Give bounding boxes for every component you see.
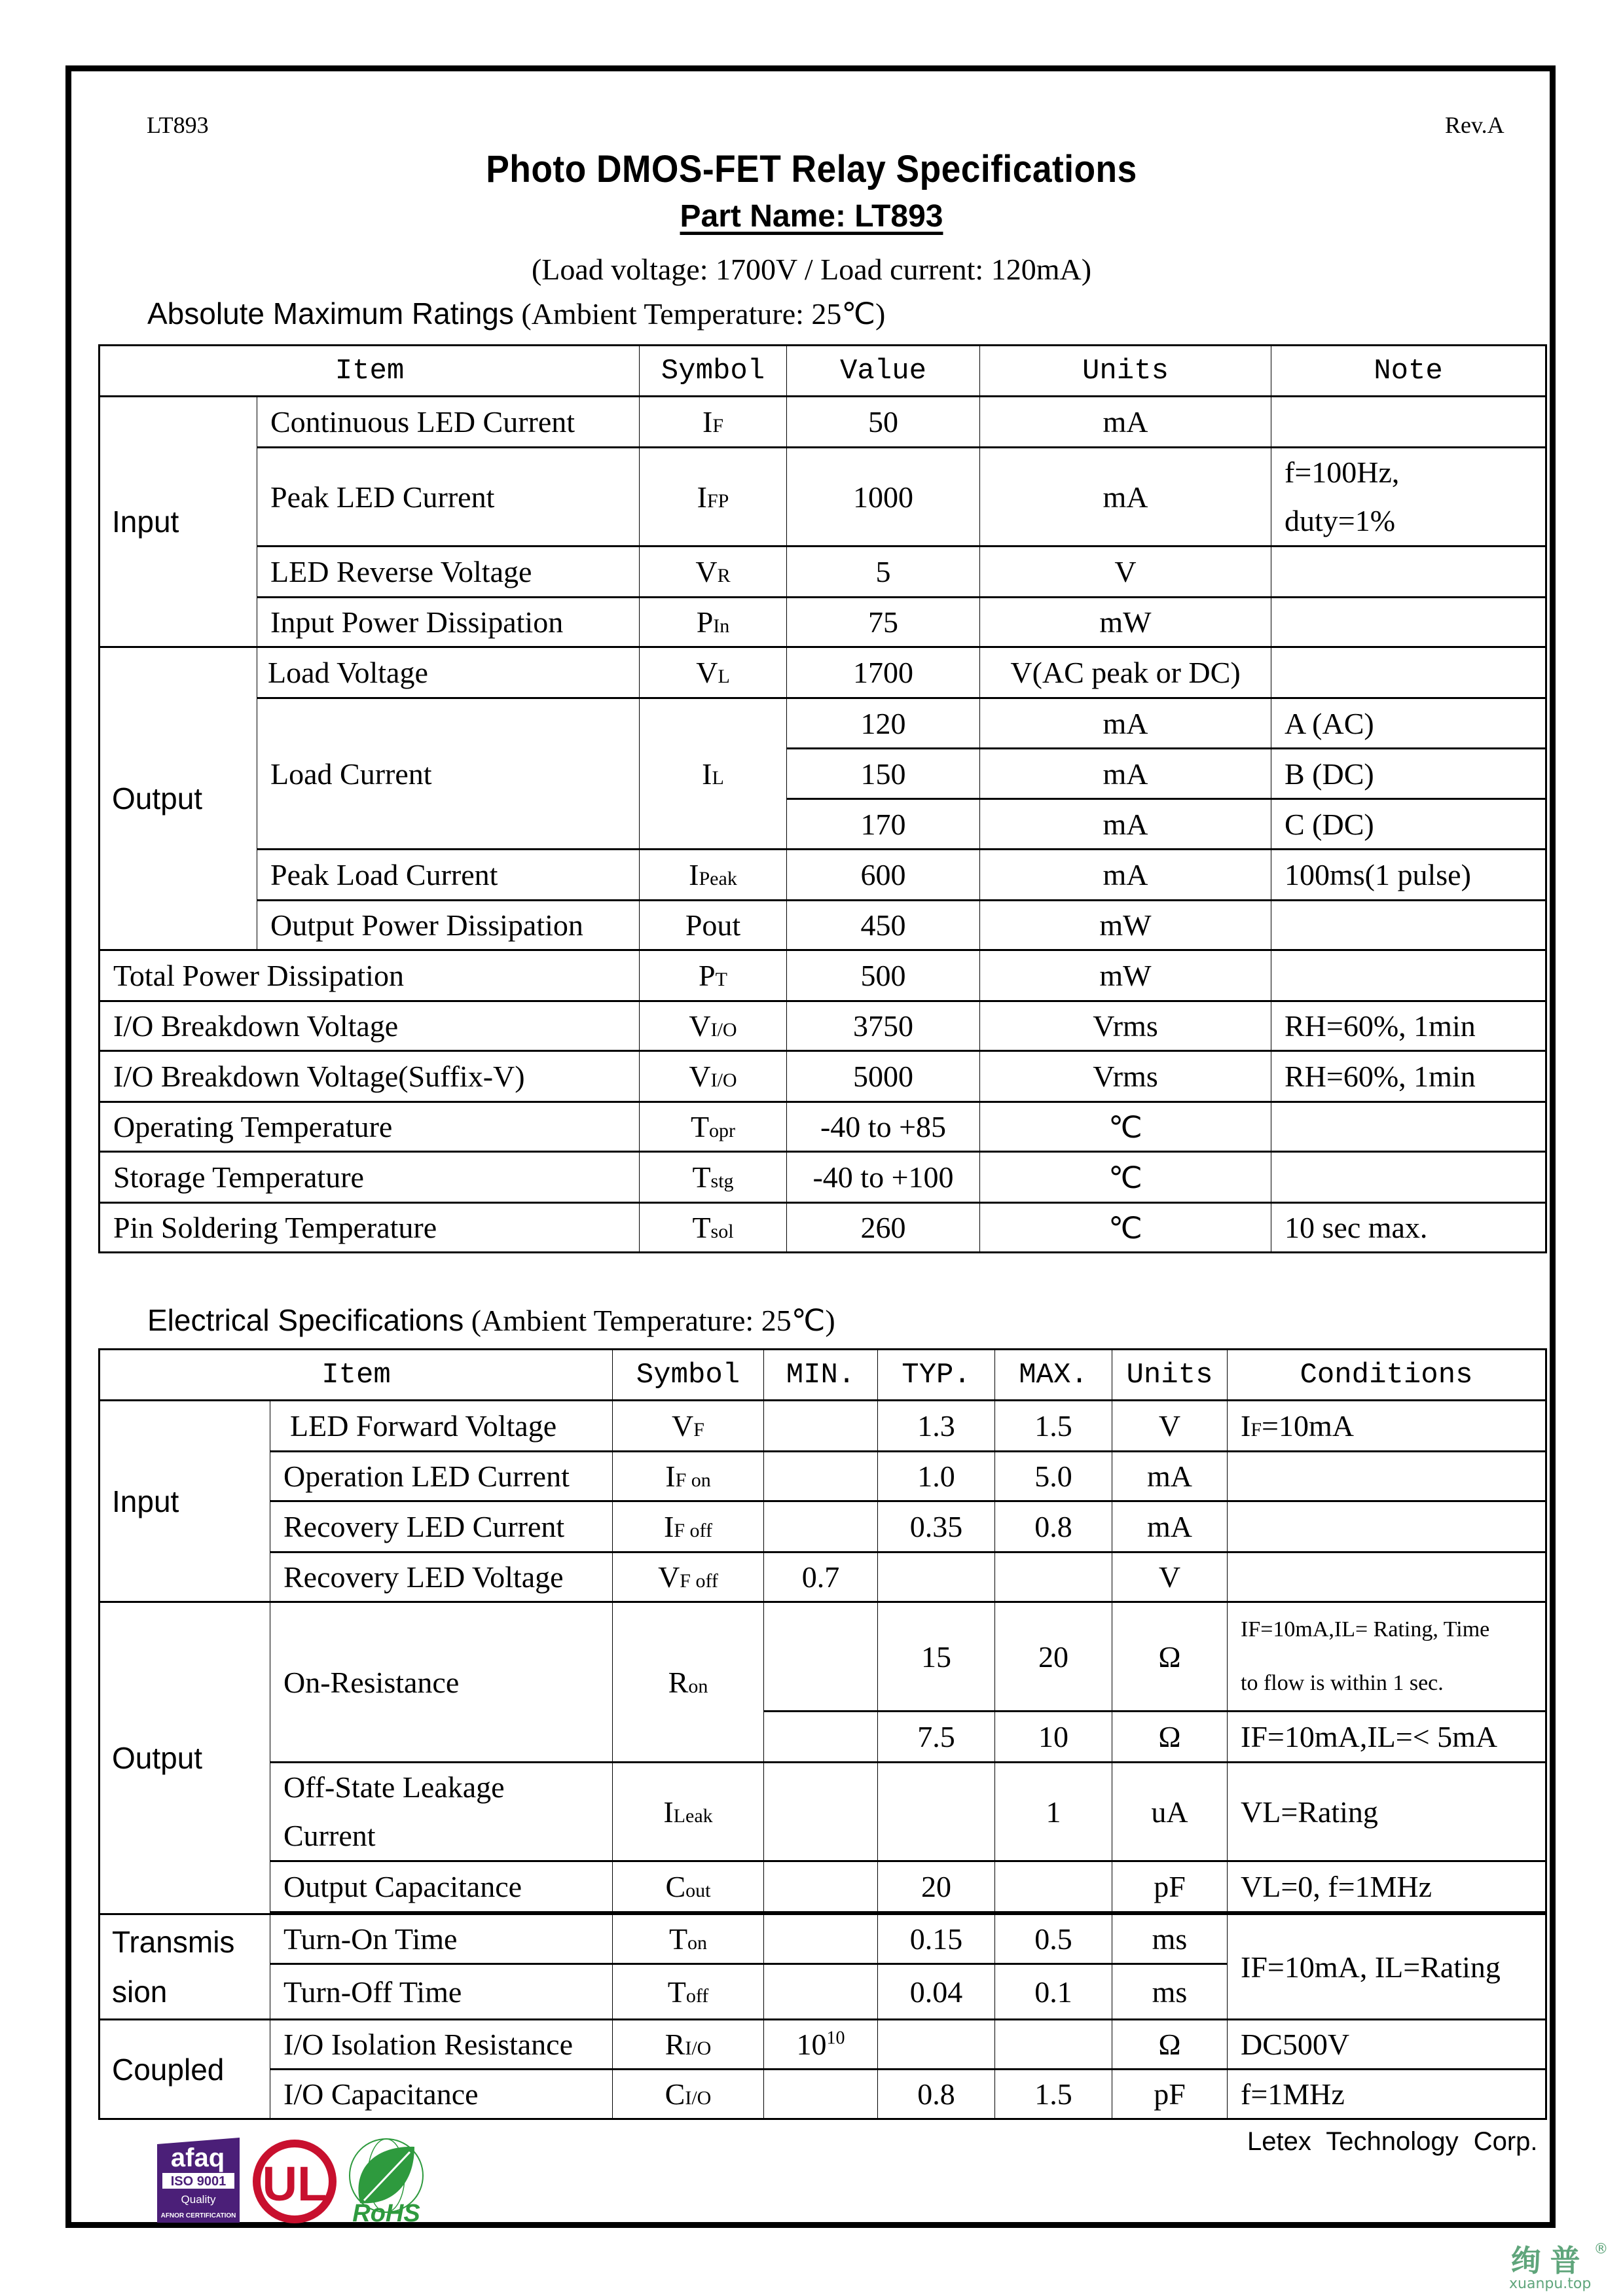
symbol-sub: I/O (710, 1019, 737, 1041)
part-name (0, 198, 1623, 234)
item-cell: I/O Breakdown Voltage(Suffix-V) (100, 1051, 640, 1102)
cond-line: to flow is within 1 sec. (1241, 1671, 1444, 1695)
max-cell: 1.5 (995, 1401, 1112, 1452)
symbol-cell (613, 1602, 764, 1763)
note-cell: 100ms(1 pulse) (1271, 850, 1546, 901)
item-cell: Turn-Off Time (270, 1964, 613, 2020)
max-cell: 0.5 (995, 1914, 1112, 1964)
item-cell: Peak Load Current (257, 850, 640, 901)
group-line: sion (112, 1975, 168, 2009)
min-cell (764, 1763, 878, 1861)
symbol-main: T (692, 1211, 711, 1244)
symbol-main: I (702, 757, 712, 791)
electrical-table (98, 1348, 1547, 2120)
col-header-units: Units (1112, 1350, 1228, 1401)
symbol-cell (640, 1102, 787, 1152)
symbol-sub: on (688, 1675, 708, 1697)
units-cell: V (1112, 1401, 1228, 1452)
symbol-sub: stg (710, 1170, 734, 1192)
table-row (100, 850, 1546, 901)
item-cell: Pin Soldering Temperature (100, 1203, 640, 1253)
afaq-iso-text: ISO 9001 (170, 2174, 227, 2189)
units-cell: mW (980, 598, 1271, 647)
abs-max-heading-note: (Ambient Temperature: 25℃) (521, 297, 886, 331)
symbol-main: C (665, 2077, 685, 2111)
table-row (100, 397, 1546, 448)
watermark (1509, 2241, 1609, 2292)
note-cell (1271, 448, 1546, 547)
min-cell (764, 1401, 878, 1452)
max-cell (995, 2020, 1112, 2070)
symbol-cell (640, 598, 787, 647)
value-cell: 3750 (787, 1001, 980, 1051)
symbol-sub: off (685, 1984, 709, 2007)
group-input: Input (100, 1401, 270, 1602)
min-cell (764, 1452, 878, 1501)
typ-cell: 0.8 (878, 2070, 995, 2119)
note-cell: 10 sec max. (1271, 1203, 1546, 1253)
item-cell: On-Resistance (270, 1602, 613, 1763)
max-cell: 1.5 (995, 2070, 1112, 2119)
conditions-cell (1228, 1501, 1546, 1552)
conditions-cell: f=1MHz (1228, 2070, 1546, 2119)
item-cell (270, 1763, 613, 1861)
units-cell: mA (1112, 1501, 1228, 1552)
item-cell: Operation LED Current (270, 1452, 613, 1501)
symbol-cell (640, 698, 787, 850)
table-row (100, 1152, 1546, 1203)
symbol-sub: on (687, 1932, 708, 1954)
item-cell: LED Reverse Voltage (257, 547, 640, 598)
symbol-cell (640, 1001, 787, 1051)
col-header-symbol: Symbol (613, 1350, 764, 1401)
units-cell: pF (1112, 2070, 1228, 2119)
page-title: Photo DMOS-FET Relay Specifications (486, 148, 1137, 190)
value-cell: 500 (787, 950, 980, 1001)
table-row (100, 1861, 1546, 1912)
symbol-sub: Peak (699, 868, 737, 889)
item-cell: Continuous LED Current (257, 397, 640, 448)
note-cell (1271, 547, 1546, 598)
item-cell: LED Forward Voltage (270, 1401, 613, 1452)
note-line: duty=1% (1285, 504, 1396, 537)
units-cell: mA (980, 698, 1271, 749)
symbol-cell (640, 1152, 787, 1203)
symbol-sub: F off (674, 1520, 712, 1541)
units-cell: Vrms (980, 1051, 1271, 1102)
col-header-units: Units (980, 346, 1271, 397)
symbol-cell (613, 1914, 764, 1964)
ul-text: UL (262, 2157, 327, 2211)
max-cell: 0.8 (995, 1501, 1112, 1552)
table-row (100, 698, 1546, 749)
value-cell: 1700 (787, 647, 980, 698)
col-header-min: MIN. (764, 1350, 878, 1401)
symbol-sub: I/O (685, 2087, 712, 2109)
units-cell: Ω (1112, 2020, 1228, 2070)
conditions-cell: VL=0, f=1MHz (1228, 1861, 1546, 1912)
symbol-cell (613, 1452, 764, 1501)
max-cell: 5.0 (995, 1452, 1112, 1501)
symbol-cell (640, 901, 787, 950)
symbol-sub: sol (710, 1221, 734, 1242)
table-row (100, 2070, 1546, 2119)
max-cell: 20 (995, 1602, 1112, 1712)
item-cell: Total Power Dissipation (100, 950, 640, 1001)
value-cell: 5000 (787, 1051, 980, 1102)
units-cell: V(AC peak or DC) (980, 647, 1271, 698)
conditions-cell: IF=10mA,IL=< 5mA (1228, 1712, 1546, 1763)
symbol-cell (613, 1763, 764, 1861)
units-cell: ℃ (980, 1203, 1271, 1253)
value-cell: 120 (787, 698, 980, 749)
group-line: Transmis (112, 1925, 235, 1959)
registered-icon: ® (1594, 2241, 1609, 2257)
symbol-cell (640, 1051, 787, 1102)
symbol-main: I (665, 1460, 676, 1493)
col-header-symbol: Symbol (640, 346, 787, 397)
note-cell: A (AC) (1271, 698, 1546, 749)
conditions-cell (1228, 1552, 1546, 1602)
units-cell: mA (980, 749, 1271, 799)
typ-cell: 20 (878, 1861, 995, 1912)
item-cell: I/O Isolation Resistance (270, 2020, 613, 2070)
table-row (100, 1763, 1546, 1861)
item-cell: Operating Temperature (100, 1102, 640, 1152)
value-cell: 75 (787, 598, 980, 647)
symbol-sub: I/O (685, 2037, 712, 2059)
col-header-note: Note (1271, 346, 1546, 397)
units-cell: uA (1112, 1763, 1228, 1861)
note-cell (1271, 901, 1546, 950)
value-cell: 450 (787, 901, 980, 950)
value-cell: 5 (787, 547, 980, 598)
item-line: Off-State Leakage (283, 1770, 505, 1804)
table-row (100, 901, 1546, 950)
value-cell: 260 (787, 1203, 980, 1253)
symbol-main: V (658, 1560, 680, 1594)
units-cell: mA (1112, 1452, 1228, 1501)
cond-sub: F (1250, 1419, 1262, 1441)
symbol-sub: Leak (673, 1804, 713, 1827)
min-cell (764, 1914, 878, 1964)
note-cell: B (DC) (1271, 749, 1546, 799)
item-cell: Load Current (257, 698, 640, 850)
document-id: LT893 (147, 112, 209, 138)
conditions-cell: VL=Rating (1228, 1763, 1546, 1861)
group-input: Input (100, 397, 257, 647)
symbol-cell (613, 1501, 764, 1552)
group-output: Output (100, 647, 257, 950)
min-cell (764, 1712, 878, 1763)
typ-cell (878, 1552, 995, 1602)
ul-logo (257, 2144, 333, 2219)
watermark-brand: 绚普 (1510, 2243, 1590, 2278)
symbol-main: R (668, 1665, 689, 1699)
units-cell: mA (980, 397, 1271, 448)
item-cell: Input Power Dissipation (257, 598, 640, 647)
symbol-cell (640, 850, 787, 901)
symbol-main: T (667, 1975, 686, 2009)
symbol-sub: I/O (710, 1069, 737, 1091)
item-cell: I/O Capacitance (270, 2070, 613, 2119)
symbol-sub: out (685, 1880, 711, 1901)
note-line: f=100Hz, (1285, 456, 1400, 489)
typ-cell (878, 1763, 995, 1861)
symbol-main: I (702, 405, 713, 439)
table-row (100, 1102, 1546, 1152)
symbol-main: V (696, 656, 718, 689)
afaq-cert: AFNOR CERTIFICATION (160, 2212, 236, 2219)
afaq-quality: Quality (181, 2193, 216, 2206)
units-cell: Ω (1112, 1602, 1228, 1712)
typ-cell: 1.3 (878, 1401, 995, 1452)
symbol-sub: F (693, 1419, 704, 1441)
value-cell: 170 (787, 799, 980, 850)
symbol-main: V (689, 1060, 711, 1093)
table-row (100, 1051, 1546, 1102)
symbol-cell (613, 1401, 764, 1452)
units-cell: Vrms (980, 1001, 1271, 1051)
units-cell: mA (980, 799, 1271, 850)
abs-max-table (98, 344, 1547, 1253)
symbol-cell (640, 1203, 787, 1253)
table-row (100, 1203, 1546, 1253)
min-cell (764, 1861, 878, 1912)
symbol-cell (613, 2070, 764, 2119)
symbol-cell (613, 2020, 764, 2070)
symbol-cell (613, 1552, 764, 1602)
symbol-main: Pout (685, 908, 741, 942)
conditions-cell (1228, 1452, 1546, 1501)
item-cell: Recovery LED Current (270, 1501, 613, 1552)
units-cell: Ω (1112, 1712, 1228, 1763)
rohs-text: RoHS (352, 2200, 420, 2224)
certification-logos (156, 2132, 431, 2224)
table-row (100, 1452, 1546, 1501)
item-cell: Turn-On Time (270, 1914, 613, 1964)
min-cell (764, 2070, 878, 2119)
company-name: Letex Technology Corp. (1247, 2127, 1538, 2156)
symbol-cell (640, 950, 787, 1001)
note-cell (1271, 1152, 1546, 1203)
units-cell: mW (980, 901, 1271, 950)
symbol-main: T (692, 1160, 711, 1194)
group-output: Output (100, 1602, 270, 1914)
symbol-sub: T (715, 969, 727, 990)
units-cell: pF (1112, 1861, 1228, 1912)
col-header-item: Item (100, 346, 640, 397)
part-name-text: Part Name: LT893 (680, 199, 943, 234)
electrical-heading (147, 1302, 835, 1338)
item-cell: Storage Temperature (100, 1152, 640, 1203)
conditions-cell (1228, 1401, 1546, 1452)
symbol-main: T (668, 1922, 688, 1956)
symbol-main: I (689, 858, 699, 891)
symbol-cell (613, 1861, 764, 1912)
col-header-conditions: Conditions (1228, 1350, 1546, 1401)
abs-max-heading (147, 296, 885, 331)
note-cell (1271, 647, 1546, 698)
abs-max-heading-text: Absolute Maximum Ratings (147, 296, 514, 331)
value-cell: 50 (787, 397, 980, 448)
group-transmission (100, 1914, 270, 2020)
symbol-sub: L (712, 766, 724, 789)
note-cell (1271, 950, 1546, 1001)
symbol-sub: In (713, 615, 730, 637)
units-cell: ms (1112, 1964, 1228, 2020)
units-cell: V (980, 547, 1271, 598)
typ-cell: 0.35 (878, 1501, 995, 1552)
table-row (100, 547, 1546, 598)
table-header-row (100, 1350, 1546, 1401)
min-cell (764, 1964, 878, 2020)
table-header-row (100, 346, 1546, 397)
load-summary: (Load voltage: 1700V / Load current: 120mA) (531, 253, 1092, 286)
units-cell: mW (980, 950, 1271, 1001)
symbol-cell (640, 448, 787, 547)
symbol-sub: F off (680, 1570, 718, 1592)
cond-line: IF=10mA,IL= Rating, Time (1241, 1617, 1490, 1641)
value-cell: -40 to +85 (787, 1102, 980, 1152)
symbol-cell (613, 1964, 764, 2020)
value-cell: 150 (787, 749, 980, 799)
col-header-typ: TYP. (878, 1350, 995, 1401)
typ-cell: 0.04 (878, 1964, 995, 2020)
min-cell (764, 1501, 878, 1552)
min-base: 10 (796, 2028, 827, 2061)
units-cell: mA (980, 448, 1271, 547)
typ-cell: 7.5 (878, 1712, 995, 1763)
units-cell: ℃ (980, 1152, 1271, 1203)
table-row (100, 1401, 1546, 1452)
item-line: Current (283, 1819, 376, 1852)
symbol-sub: R (717, 565, 731, 586)
afaq-brand: afaq (170, 2144, 225, 2172)
units-cell: ms (1112, 1914, 1228, 1964)
conditions-cell: IF=10mA, IL=Rating (1228, 1914, 1546, 2020)
note-cell (1271, 1102, 1546, 1152)
item-cell: Output Capacitance (270, 1861, 613, 1912)
symbol-cell (640, 647, 787, 698)
units-cell: V (1112, 1552, 1228, 1602)
table-row (100, 2020, 1546, 2070)
min-cell: 0.7 (764, 1552, 878, 1602)
symbol-main: V (695, 555, 718, 588)
item-cell: Peak LED Current (257, 448, 640, 547)
symbol-sub: F (712, 415, 723, 437)
note-cell: C (DC) (1271, 799, 1546, 850)
symbol-sub: F on (675, 1469, 711, 1491)
group-coupled: Coupled (100, 2020, 270, 2119)
symbol-main: R (665, 2028, 685, 2061)
note-cell (1271, 598, 1546, 647)
cond-text: =10mA (1262, 1409, 1354, 1443)
col-header-item: Item (100, 1350, 613, 1401)
note-cell: RH=60%, 1min (1271, 1051, 1546, 1102)
cond-symbol: I (1241, 1409, 1251, 1443)
max-cell (995, 1552, 1112, 1602)
symbol-main: I (697, 480, 707, 514)
symbol-main: P (699, 959, 716, 992)
table-row (100, 950, 1546, 1001)
max-cell: 0.1 (995, 1964, 1112, 2020)
afaq-iso9001-logo (157, 2138, 240, 2223)
symbol-main: P (696, 605, 714, 639)
col-header-value: Value (787, 346, 980, 397)
symbol-main: V (689, 1009, 711, 1043)
note-cell (1271, 397, 1546, 448)
table-row (100, 448, 1546, 547)
conditions-cell (1228, 1602, 1546, 1712)
units-cell: mA (980, 850, 1271, 901)
units-cell: ℃ (980, 1102, 1271, 1152)
max-cell (995, 1861, 1112, 1912)
col-header-max: MAX. (995, 1350, 1112, 1401)
symbol-sub: L (718, 666, 730, 687)
symbol-main: I (664, 1510, 674, 1543)
electrical-heading-text: Electrical Specifications (147, 1303, 464, 1337)
note-cell: RH=60%, 1min (1271, 1001, 1546, 1051)
symbol-cell (640, 547, 787, 598)
item-cell: Output Power Dissipation (257, 901, 640, 950)
max-cell: 10 (995, 1712, 1112, 1763)
item-cell: I/O Breakdown Voltage (100, 1001, 640, 1051)
table-row (100, 1552, 1546, 1602)
item-cell: Load Voltage (257, 647, 640, 698)
value-cell: -40 to +100 (787, 1152, 980, 1203)
logos-svg (156, 2132, 431, 2224)
conditions-cell: DC500V (1228, 2020, 1546, 2070)
rohs-logo (350, 2139, 423, 2224)
table-row (100, 1914, 1546, 1964)
table-row (100, 1501, 1546, 1552)
watermark-url: xuanpu.top (1509, 2276, 1592, 2292)
symbol-main: C (665, 1870, 686, 1903)
symbol-sub: opr (709, 1120, 736, 1141)
value-cell: 600 (787, 850, 980, 901)
symbol-sub: FP (706, 490, 729, 512)
symbol-cell (640, 397, 787, 448)
symbol-main: I (663, 1795, 674, 1829)
min-exponent: 10 (826, 2028, 845, 2049)
min-cell (764, 1602, 878, 1712)
typ-cell: 15 (878, 1602, 995, 1712)
max-cell: 1 (995, 1763, 1112, 1861)
item-cell: Recovery LED Voltage (270, 1552, 613, 1602)
symbol-main: T (690, 1110, 710, 1143)
electrical-heading-note: (Ambient Temperature: 25℃) (471, 1304, 835, 1337)
typ-cell: 0.15 (878, 1914, 995, 1964)
min-cell (764, 2020, 878, 2070)
table-row (100, 598, 1546, 647)
table-row (100, 647, 1546, 698)
typ-cell (878, 2020, 995, 2070)
table-row (100, 1602, 1546, 1712)
table-row (100, 1001, 1546, 1051)
symbol-main: V (672, 1409, 694, 1443)
value-cell: 1000 (787, 448, 980, 547)
typ-cell: 1.0 (878, 1452, 995, 1501)
revision-label: Rev.A (1445, 112, 1504, 138)
